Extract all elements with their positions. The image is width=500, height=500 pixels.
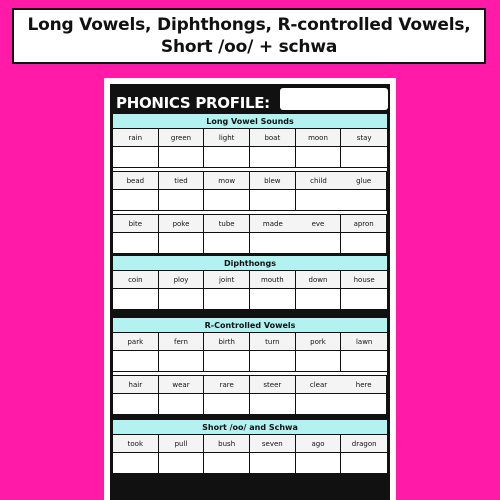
answer-cell[interactable] [296, 233, 342, 254]
title-banner [12, 8, 486, 64]
answer-cell[interactable] [113, 394, 159, 415]
word-cell: made [250, 215, 296, 233]
word-cell: seven [250, 435, 296, 453]
title-line-1: Long Vowels, Diphthongs, R-controlled Vowels, [27, 15, 471, 35]
answer-cell[interactable] [341, 190, 387, 211]
word-cell: mow [204, 172, 250, 190]
word-cell: steer [250, 376, 296, 394]
answer-cell[interactable] [341, 351, 387, 372]
word-cell: lawn [341, 333, 387, 351]
sheet-frame [110, 84, 390, 500]
word-cell: boat [250, 129, 296, 147]
answer-cell[interactable] [250, 190, 296, 211]
answer-cell[interactable] [159, 190, 205, 211]
answer-cell[interactable] [159, 453, 205, 474]
word-cell: apron [341, 215, 387, 233]
word-cell: pork [296, 333, 342, 351]
answer-cell[interactable] [159, 394, 205, 415]
sheet-heading: PHONICS PROFILE: [116, 94, 270, 112]
answer-cell[interactable] [296, 289, 342, 310]
word-cell: blew [250, 172, 296, 190]
answer-cell[interactable] [296, 394, 342, 415]
word-cell: dragon [341, 435, 387, 453]
word-cell: green [159, 129, 205, 147]
word-cell: stay [341, 129, 387, 147]
answer-cell[interactable] [341, 289, 387, 310]
answer-cell[interactable] [113, 190, 159, 211]
answer-cell[interactable] [204, 453, 250, 474]
section-grid [113, 271, 387, 310]
answer-cell[interactable] [204, 289, 250, 310]
answer-cell[interactable] [113, 233, 159, 254]
answer-cell[interactable] [341, 394, 387, 415]
word-cell: house [341, 271, 387, 289]
phonics-profile-sheet [104, 78, 396, 500]
answer-cell[interactable] [204, 351, 250, 372]
answer-cell[interactable] [113, 147, 159, 168]
word-cell: glue [341, 172, 387, 190]
word-cell: hair [113, 376, 159, 394]
word-cell: ago [296, 435, 342, 453]
answer-cell[interactable] [250, 289, 296, 310]
answer-cell[interactable] [296, 351, 342, 372]
word-cell: joint [204, 271, 250, 289]
section-grid [113, 333, 387, 415]
word-cell: park [113, 333, 159, 351]
word-cell: bush [204, 435, 250, 453]
section-header: R-Controlled Vowels [113, 318, 387, 333]
answer-cell[interactable] [250, 147, 296, 168]
answer-cell[interactable] [159, 233, 205, 254]
answer-cell[interactable] [113, 453, 159, 474]
word-cell: turn [250, 333, 296, 351]
word-cell: light [204, 129, 250, 147]
answer-cell[interactable] [113, 351, 159, 372]
answer-cell[interactable] [296, 147, 342, 168]
word-cell: moon [296, 129, 342, 147]
answer-cell[interactable] [204, 233, 250, 254]
word-cell: tied [159, 172, 205, 190]
section-grid [113, 129, 387, 254]
word-cell: rain [113, 129, 159, 147]
section-grid [113, 435, 387, 474]
word-cell: fern [159, 333, 205, 351]
word-cell: pull [159, 435, 205, 453]
word-cell: bead [113, 172, 159, 190]
word-cell: mouth [250, 271, 296, 289]
word-cell: down [296, 271, 342, 289]
word-cell: ploy [159, 271, 205, 289]
word-cell: bite [113, 215, 159, 233]
answer-cell[interactable] [250, 351, 296, 372]
answer-cell[interactable] [296, 190, 342, 211]
answer-cell[interactable] [159, 351, 205, 372]
answer-cell[interactable] [204, 147, 250, 168]
answer-cell[interactable] [204, 190, 250, 211]
word-cell: child [296, 172, 342, 190]
answer-cell[interactable] [250, 233, 296, 254]
word-cell: poke [159, 215, 205, 233]
word-cell: eve [296, 215, 342, 233]
answer-cell[interactable] [204, 394, 250, 415]
answer-cell[interactable] [341, 453, 387, 474]
answer-cell[interactable] [113, 289, 159, 310]
answer-cell[interactable] [250, 453, 296, 474]
word-cell: clear [296, 376, 342, 394]
answer-cell[interactable] [341, 147, 387, 168]
section-header: Long Vowel Sounds [113, 114, 387, 129]
section-header: Short /oo/ and Schwa [113, 420, 387, 435]
word-cell: coin [113, 271, 159, 289]
word-cell: tube [204, 215, 250, 233]
name-field[interactable] [280, 88, 388, 110]
word-cell: rare [204, 376, 250, 394]
word-cell: wear [159, 376, 205, 394]
word-cell: birth [204, 333, 250, 351]
answer-cell[interactable] [341, 233, 387, 254]
section-header: Diphthongs [113, 256, 387, 271]
word-cell: took [113, 435, 159, 453]
answer-cell[interactable] [159, 147, 205, 168]
answer-cell[interactable] [250, 394, 296, 415]
answer-cell[interactable] [296, 453, 342, 474]
word-cell: here [341, 376, 387, 394]
title-line-2: Short /oo/ + schwa [160, 37, 338, 57]
answer-cell[interactable] [159, 289, 205, 310]
